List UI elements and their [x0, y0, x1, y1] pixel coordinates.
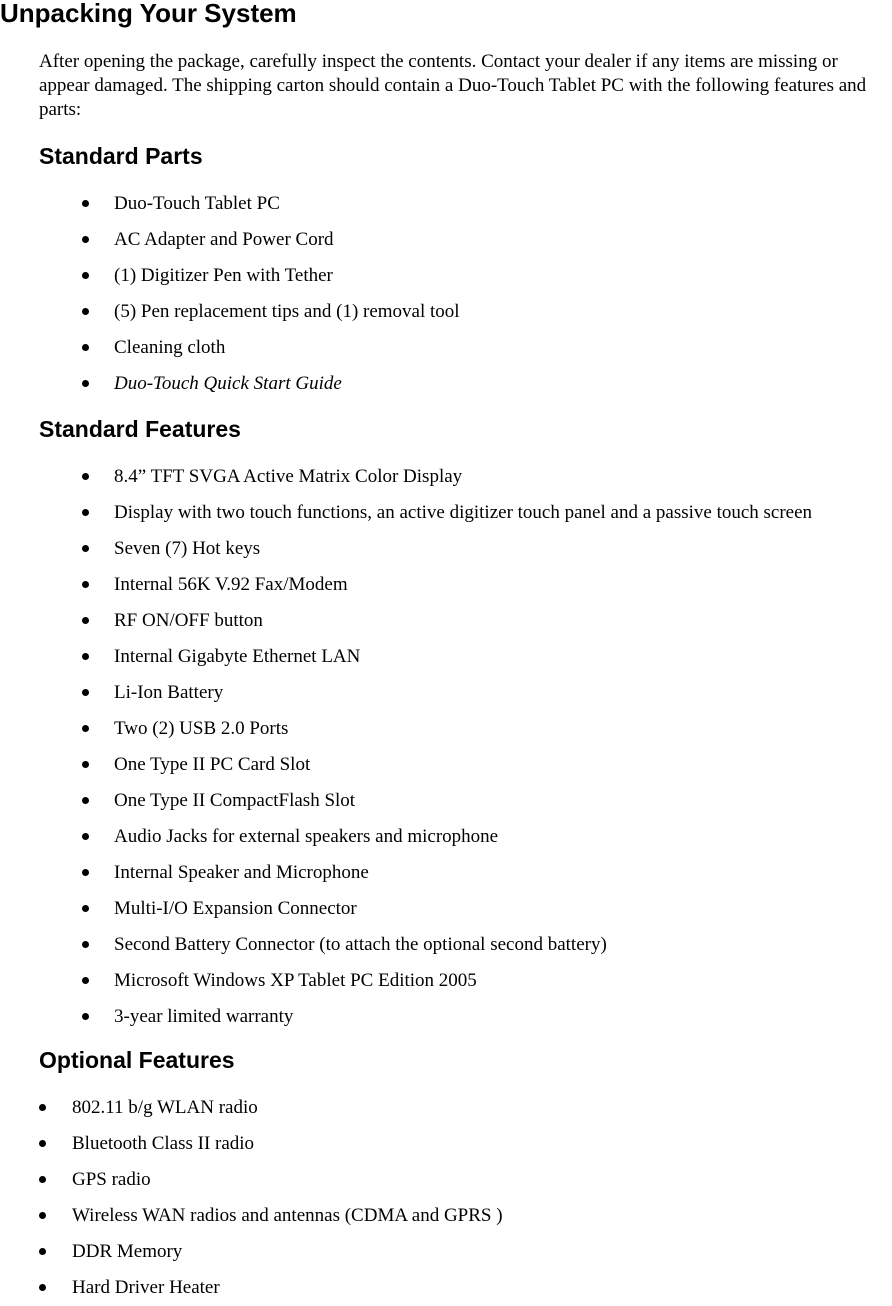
optional-features-list — [0, 1090, 892, 1306]
list-item: Microsoft Windows XP Tablet PC Edition 2005 — [39, 963, 892, 999]
list-item: Second Battery Connector (to attach the optional second battery) — [39, 927, 892, 963]
bullet-icon — [82, 761, 89, 768]
bullet-icon — [82, 617, 89, 624]
bullet-icon — [82, 1013, 89, 1020]
list-item: Cleaning cloth — [39, 330, 892, 366]
bullet-icon — [82, 545, 89, 552]
bullet-icon — [82, 380, 89, 387]
bullet-icon — [82, 653, 89, 660]
list-item: (1) Digitizer Pen with Tether — [39, 258, 892, 294]
bullet-icon — [82, 308, 89, 315]
list-item: GPS radio — [0, 1162, 892, 1198]
list-item: Wireless WAN radios and antennas (CDMA and GPRS ) — [0, 1198, 892, 1234]
bullet-icon — [82, 509, 89, 516]
standard-features-heading: Standard Features — [39, 416, 241, 442]
list-item: One Type II CompactFlash Slot — [39, 783, 892, 819]
standard-parts-heading: Standard Parts — [39, 143, 203, 169]
bullet-icon — [82, 272, 89, 279]
bullet-icon — [82, 581, 89, 588]
bullet-icon — [39, 1176, 46, 1183]
list-item: Two (2) USB 2.0 Ports — [39, 711, 892, 747]
bullet-icon — [82, 344, 89, 351]
list-item: RF ON/OFF button — [39, 603, 892, 639]
list-item: DDR Memory — [0, 1234, 892, 1270]
standard-parts-list — [39, 186, 892, 402]
bullet-icon — [39, 1248, 46, 1255]
bullet-icon — [82, 941, 89, 948]
bullet-icon — [82, 869, 89, 876]
list-item: Internal Gigabyte Ethernet LAN — [39, 639, 892, 675]
list-item: Hard Driver Heater — [0, 1270, 892, 1306]
list-item: One Type II PC Card Slot — [39, 747, 892, 783]
bullet-icon — [39, 1140, 46, 1147]
list-item: Internal 56K V.92 Fax/Modem — [39, 567, 892, 603]
bullet-icon — [82, 797, 89, 804]
list-item: 802.11 b/g WLAN radio — [0, 1090, 892, 1126]
list-item: Bluetooth Class II radio — [0, 1126, 892, 1162]
list-item: Audio Jacks for external speakers and microphone — [39, 819, 892, 855]
list-item: 8.4” TFT SVGA Active Matrix Color Display — [39, 459, 892, 495]
bullet-icon — [82, 977, 89, 984]
list-item: Internal Speaker and Microphone — [39, 855, 892, 891]
list-item: (5) Pen replacement tips and (1) removal tool — [39, 294, 892, 330]
bullet-icon — [39, 1284, 46, 1291]
bullet-icon — [82, 200, 89, 207]
list-item: 3-year limited warranty — [39, 999, 892, 1035]
list-item: Duo-Touch Quick Start Guide — [39, 366, 892, 402]
bullet-icon — [82, 905, 89, 912]
bullet-icon — [39, 1104, 46, 1111]
list-item: Li-Ion Battery — [39, 675, 892, 711]
list-item: Seven (7) Hot keys — [39, 531, 892, 567]
bullet-icon — [82, 725, 89, 732]
optional-features-heading: Optional Features — [39, 1047, 235, 1073]
standard-features-list — [39, 459, 892, 1035]
bullet-icon — [82, 473, 89, 480]
bullet-icon — [82, 689, 89, 696]
bullet-icon — [82, 236, 89, 243]
bullet-icon — [39, 1212, 46, 1219]
list-item: Multi-I/O Expansion Connector — [39, 891, 892, 927]
list-item: Display with two touch functions, an active digitizer touch panel and a passive touch screen — [39, 495, 892, 531]
list-item: Duo-Touch Tablet PC — [39, 186, 892, 222]
list-item: AC Adapter and Power Cord — [39, 222, 892, 258]
page-title: Unpacking Your System — [0, 0, 297, 28]
bullet-icon — [82, 833, 89, 840]
intro-paragraph: After opening the package, carefully inspect the contents. Contact your dealer if any items are missing or appear damaged. The shipping carton should contain a Duo-Touch Tablet PC with the following features and parts: — [39, 51, 867, 120]
